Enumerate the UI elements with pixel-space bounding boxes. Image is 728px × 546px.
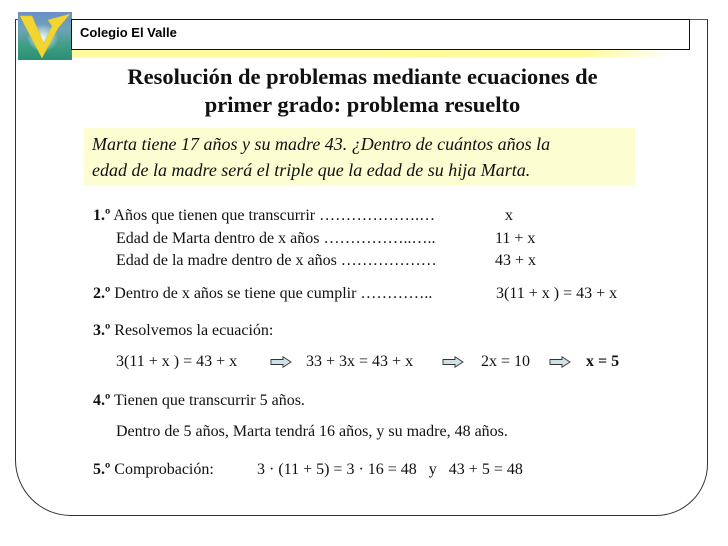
implies-arrow-icon — [270, 356, 292, 368]
step1-row-2-value: 11 + x — [495, 230, 536, 247]
step2-row — [93, 284, 432, 304]
step3-equation-3: 2x = 10 — [481, 353, 531, 370]
school-name: Colegio El Valle — [80, 25, 177, 40]
step1-row-1-value: x — [505, 207, 513, 224]
step1-row-3-value: 43 + x — [495, 252, 537, 269]
step3-number: 3.º — [93, 322, 111, 339]
step1-row-1-label: Años que tienen que transcurrir ……………….… — [113, 207, 436, 224]
step4-number: 4.º — [93, 392, 111, 409]
step4-row — [93, 391, 305, 411]
step4-detail: Dentro de 5 años, Marta tendrá 16 años, y su madre, 48 años. — [116, 423, 508, 440]
step1-row-2-label: Edad de Marta dentro de x años ……………..….. — [116, 230, 436, 247]
step1-row-3-label: Edad de la madre dentro de x años ……………… — [116, 252, 437, 269]
step1-row-1 — [93, 206, 435, 226]
implies-arrow-icon — [442, 356, 464, 368]
problem-line-1: Marta tiene 17 años y su madre 43. ¿Dentro de cuántos años la — [92, 134, 551, 154]
step3-equation-1: 3(11 + x ) = 43 + x — [116, 353, 238, 370]
problem-line-2: edad de la madre será el triple que la edad de su hija Marta. — [92, 160, 531, 180]
step3-solution: x = 5 — [586, 353, 620, 370]
step5-row — [93, 460, 214, 480]
step2-number: 2.º — [93, 285, 111, 302]
page-title — [80, 63, 645, 119]
step2-value: 3(11 + x ) = 43 + x — [496, 285, 618, 302]
step5-check: 3 · (11 + 5) = 3 · 16 = 48 y 43 + 5 = 48 — [257, 461, 523, 478]
step2-label: Dentro de x años se tiene que cumplir ………….. — [114, 285, 433, 302]
implies-arrow-icon — [549, 356, 571, 368]
step3-equation-2: 33 + 3x = 43 + x — [306, 353, 414, 370]
header-accent-band — [72, 50, 672, 57]
title-line-1: Resolución de problemas mediante ecuaciones de — [127, 64, 598, 89]
step5-label: Comprobación: — [114, 461, 214, 478]
step5-number: 5.º — [93, 461, 111, 478]
school-logo — [18, 12, 72, 60]
step1-number: 1.º — [93, 207, 111, 224]
v-logo-icon — [18, 12, 72, 60]
step4-label: Tienen que transcurrir 5 años. — [114, 392, 305, 409]
title-line-2: primer grado: problema resuelto — [204, 92, 521, 117]
step3-label: Resolvemos la ecuación: — [114, 322, 274, 339]
problem-statement — [92, 131, 632, 183]
step3-row — [93, 321, 273, 341]
